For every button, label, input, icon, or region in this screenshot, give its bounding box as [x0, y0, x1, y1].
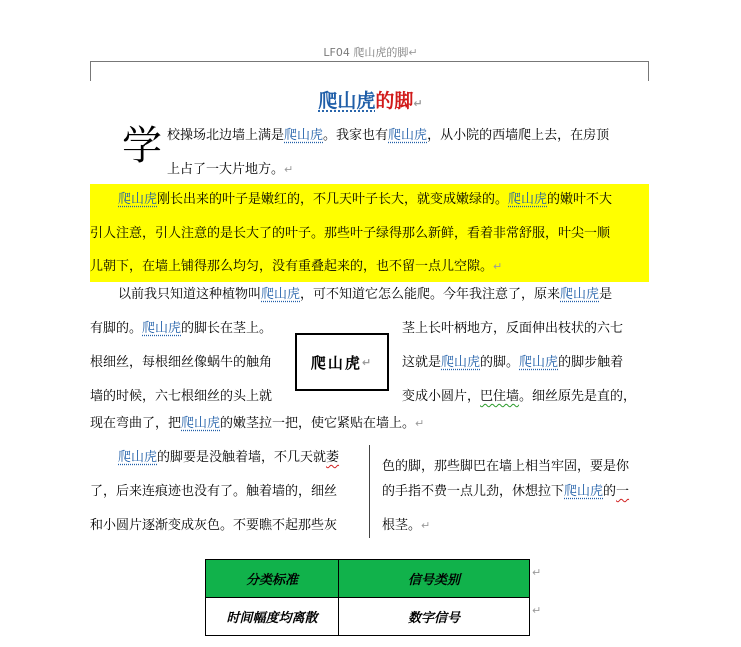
row-end-mark: ↵: [532, 566, 542, 579]
column-divider: [369, 445, 370, 538]
text-run: ，从小院的西墙爬上去，在房顶: [427, 128, 610, 143]
classification-table: [205, 559, 530, 636]
text-run: 茎上长叶柄地方，反面伸出枝状的六七: [402, 321, 624, 336]
para1-line2: [167, 161, 293, 179]
text-run: 的脚步触着: [558, 355, 624, 370]
para2-line3: [90, 258, 502, 276]
keyword: 爬山虎: [118, 450, 158, 465]
text-box-label: 爬山虎: [310, 353, 362, 372]
para4-col1-line2: [90, 483, 337, 501]
spelling-flag: 萎: [326, 450, 340, 465]
keyword: 爬山虎: [441, 355, 481, 370]
text-run: 校操场北边墙上满是: [167, 128, 285, 143]
text-run: 的脚长在茎上。: [181, 321, 273, 336]
text-run: 的嫩叶不大: [547, 192, 613, 207]
keyword: 爬山虎: [181, 416, 221, 431]
text-run: 和小圆片逐渐变成灰色。不要瞧不起那些灰: [90, 518, 338, 533]
para4-col1-line3: [90, 517, 337, 535]
para3-line3-right: [402, 354, 623, 372]
para3-line5: [90, 415, 424, 433]
text-run: 上占了一大片地方。: [167, 162, 285, 177]
text-run: ，可不知道它怎么能爬。今年我注意了，原来: [300, 287, 561, 302]
paragraph-mark: ↵: [361, 355, 374, 369]
para3-line3-left: [90, 354, 272, 372]
para4-col1-line1: [118, 449, 339, 467]
text-run: 这就是: [402, 355, 442, 370]
table-header-cell[interactable]: 分类标准: [206, 560, 339, 598]
drop-cap: 学: [122, 123, 162, 169]
keyword: 爬山虎: [142, 321, 182, 336]
text-run: 的脚要是没触着墙，不几天就: [157, 450, 327, 465]
text-run: 现在弯曲了，把: [90, 416, 182, 431]
grammar-flag: 巴住墙: [480, 389, 520, 404]
table-cell[interactable]: 时间幅度均离散: [206, 598, 339, 636]
text-run: 的手指不费一点儿劲，休想拉下: [382, 484, 565, 499]
paragraph-mark: ↵: [415, 417, 425, 430]
text-run: 变成小圆片，: [402, 389, 481, 404]
floating-text-box[interactable]: [295, 333, 389, 391]
paragraph-mark: ↵: [493, 260, 503, 273]
para3-line2-left: [90, 320, 272, 338]
text-run: 根细丝，每根细丝像蜗牛的触角: [90, 355, 273, 370]
keyword: 爬山虎: [118, 192, 158, 207]
text-run: 的嫩茎拉一把，使它紧贴在墙上。: [220, 416, 416, 431]
header-frame: [90, 61, 649, 81]
text-run: 墙的时候，六七根细丝的头上就: [90, 389, 273, 404]
table-header-row: [206, 560, 530, 598]
para4-col2-line3: [382, 517, 430, 535]
text-run: 引人注意，引人注意的是长大了的叶子。那些叶子绿得那么新鲜，看着非常舒服，叶尖一顺: [90, 226, 611, 241]
text-run: 以前我只知道这种植物叫: [118, 287, 262, 302]
keyword: 爬山虎: [519, 355, 559, 370]
text-run: 根茎。: [382, 518, 422, 533]
spelling-flag: 一: [616, 484, 630, 499]
para2-line1: [118, 191, 612, 209]
text-run: 的脚。: [480, 355, 520, 370]
para3-line4-right: [402, 388, 636, 406]
para3-line1: [118, 286, 612, 304]
para1-line1: [167, 127, 609, 145]
text-run: 刚长出来的叶子是嫩红的，不几天叶子长大，就变成嫩绿的。: [157, 192, 509, 207]
keyword: 爬山虎: [560, 287, 600, 302]
page-header: [0, 44, 741, 60]
table-row: [206, 598, 530, 636]
text-run: 了，后来连痕迹也没有了。触着墙的，细丝: [90, 484, 338, 499]
keyword: 爬山虎: [564, 484, 604, 499]
keyword: 爬山虎: [388, 128, 428, 143]
text-run: 儿朝下，在墙上铺得那么均匀，没有重叠起来的，也不留一点儿空隙。: [90, 259, 494, 274]
title-part-2: 的脚: [375, 90, 414, 112]
para3-line2-right: [402, 320, 623, 338]
table-cell[interactable]: 数字信号: [339, 598, 530, 636]
para2-line2: [90, 225, 610, 243]
paragraph-mark: ↵: [421, 519, 431, 532]
row-end-mark: ↵: [532, 604, 542, 617]
text-run: 。我家也有: [323, 128, 389, 143]
paragraph-mark: ↵: [413, 97, 423, 110]
para4-col2-line1: [382, 458, 629, 476]
header-text: LF04 爬山虎的脚: [323, 46, 409, 59]
document-title: [0, 86, 741, 113]
title-part-1: 爬山虎: [318, 90, 376, 112]
text-run: 色的脚，那些脚巴在墙上相当牢固，要是你: [382, 459, 630, 474]
text-run: 是: [599, 287, 613, 302]
keyword: 爬山虎: [261, 287, 301, 302]
keyword: 爬山虎: [284, 128, 324, 143]
paragraph-mark: ↵: [408, 46, 418, 59]
para4-col2-line2: [382, 483, 629, 501]
text-run: 有脚的。: [90, 321, 143, 336]
para3-line4-left: [90, 388, 272, 406]
paragraph-mark: ↵: [284, 163, 294, 176]
table-header-cell[interactable]: 信号类别: [339, 560, 530, 598]
text-run: 。细丝原先是直的，: [519, 389, 637, 404]
text-run: 的: [603, 484, 617, 499]
keyword: 爬山虎: [508, 192, 548, 207]
